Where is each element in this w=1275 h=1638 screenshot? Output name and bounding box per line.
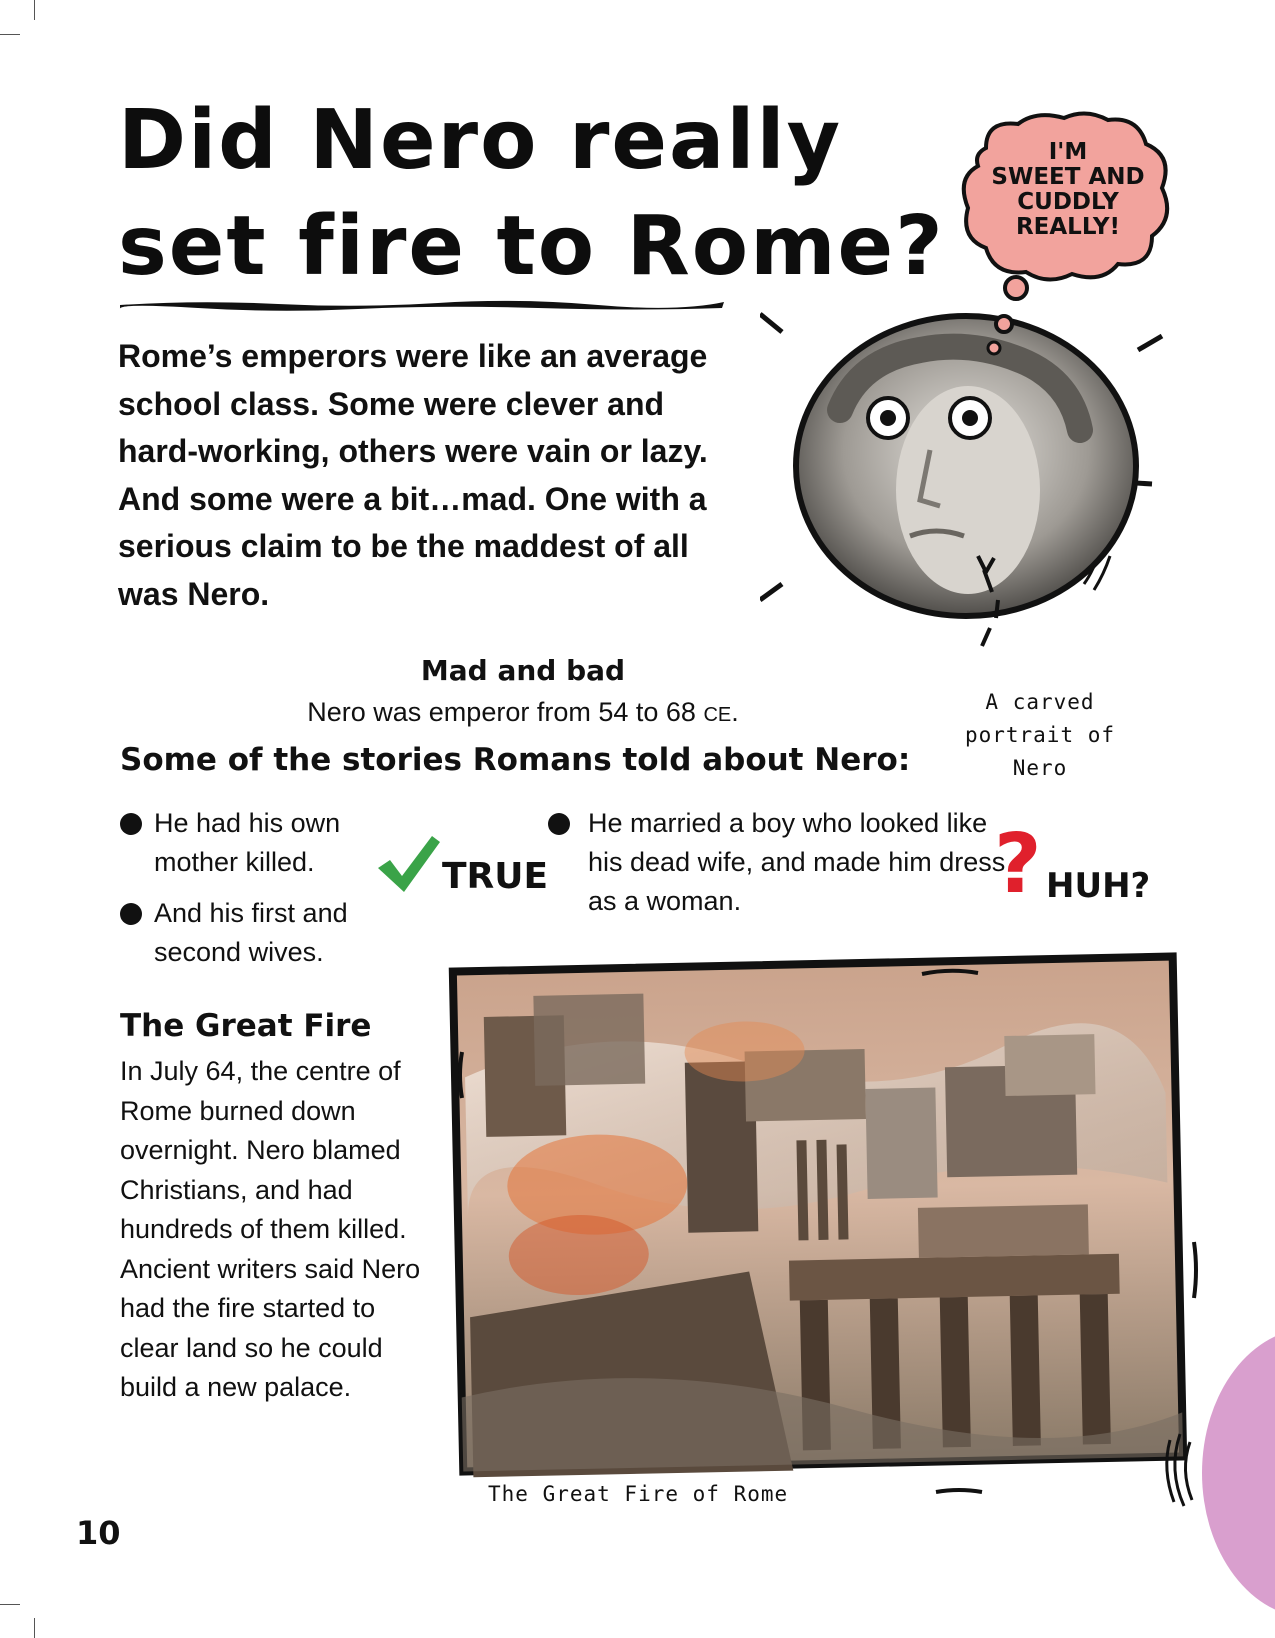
thought-dots xyxy=(964,272,1044,368)
title-line-1: Did Nero really xyxy=(118,93,843,188)
caption-line: portrait of xyxy=(964,723,1116,747)
bullet-dot xyxy=(548,813,570,835)
story-text: He married a boy who looked like his dead wife, and made him dress as a woman. xyxy=(588,808,1006,916)
story-text: And his first and second wives. xyxy=(154,898,348,967)
page-title xyxy=(118,88,945,300)
frame-flourish xyxy=(456,1050,468,1100)
intro-paragraph: Rome’s emperors were like an average school class. Some were clever and hard-working, others were vain or lazy. And some were a bit…mad. One with a serious claim to be the maddest of all was Nero. xyxy=(118,338,708,612)
portrait-caption xyxy=(940,686,1140,785)
frame-flourish xyxy=(1160,1430,1196,1510)
fire-caption: The Great Fire of Rome xyxy=(488,1482,789,1506)
crop-mark xyxy=(0,1604,20,1605)
bubble-line: CUDDLY xyxy=(1017,189,1119,215)
crop-mark xyxy=(0,34,20,35)
true-label: TRUE xyxy=(442,856,549,897)
bubble-line: SWEET AND xyxy=(991,164,1145,190)
story-text: He had his own mother killed. xyxy=(154,808,341,877)
story-bullet xyxy=(120,894,414,972)
era-label: CE xyxy=(703,704,732,726)
bubble-line: I'M xyxy=(1048,139,1088,165)
chapter-tab xyxy=(1202,1328,1275,1618)
great-fire-image xyxy=(448,950,1188,1480)
mad-and-bad-heading: Mad and bad xyxy=(420,654,626,687)
check-icon xyxy=(376,834,440,894)
great-fire-heading: The Great Fire xyxy=(120,1008,372,1044)
title-underline xyxy=(118,296,726,314)
caption-line: A carved xyxy=(985,690,1095,714)
story-bullet xyxy=(120,804,414,882)
question-icon: ? xyxy=(994,817,1042,912)
mad-and-bad-text xyxy=(260,697,786,728)
caption-line: Nero xyxy=(1012,756,1068,780)
reign-text: Nero was emperor from 54 to 68 xyxy=(307,697,696,727)
frame-flourish xyxy=(920,966,980,980)
title-line-2: set fire to Rome? xyxy=(118,199,945,294)
frame-flourish xyxy=(1188,1240,1200,1300)
stories-heading: Some of the stories Romans told about Nero: xyxy=(120,742,911,778)
frame-flourish xyxy=(934,1486,984,1496)
period: . xyxy=(731,697,739,727)
huh-label: HUH? xyxy=(1046,866,1151,906)
page-number: 10 xyxy=(76,1514,121,1552)
bullet-dot xyxy=(120,903,142,925)
bubble-line: REALLY! xyxy=(1015,214,1121,240)
great-fire-text: In July 64, the centre of Rome burned down overnight. Nero blamed Christians, and had hundreds of them killed. Ancient writers said Nero had the fire started to clear land so he could build a new palace. xyxy=(120,1056,421,1402)
crop-mark xyxy=(34,0,35,20)
bullet-dot xyxy=(120,813,142,835)
story-bullet xyxy=(548,804,1008,921)
thought-bubble-text xyxy=(978,140,1158,240)
crop-mark xyxy=(34,1618,35,1638)
